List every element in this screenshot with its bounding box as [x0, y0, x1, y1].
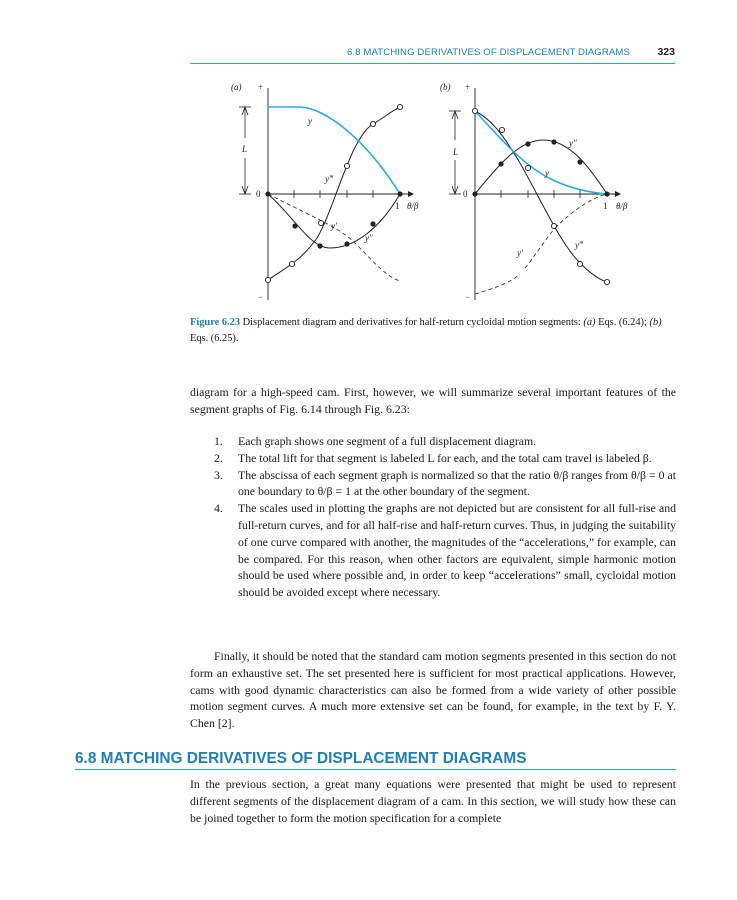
panel-b-curve-y1	[475, 194, 607, 294]
panel-b	[440, 82, 628, 302]
panel-b-label-y2: y″	[569, 138, 577, 148]
list-item	[190, 500, 676, 601]
list-item-text: The abscissa of each segment graph is normalized so that the ratio θ/β ranges from θ/β = 0 at one boundary to θ/β = 1 at the other boundary of the segment.	[238, 467, 676, 499]
panel-b-curve-y	[475, 111, 607, 194]
panel-a-plus: +	[258, 82, 264, 92]
panel-a-one: 1	[395, 201, 400, 211]
running-header	[190, 47, 675, 64]
panel-a-label-y: y	[308, 116, 312, 126]
panel-a-curve-y3	[268, 107, 400, 280]
panel-b-curve-y2	[475, 140, 607, 194]
caption-part-b: (b)	[649, 317, 662, 328]
panel-b-plus: +	[465, 82, 471, 92]
caption-text: Displacement diagram and derivatives for half-return cycloidal motion segments:	[240, 317, 584, 328]
panel-b-label-y: y	[545, 168, 549, 178]
list-item-number: 1.	[214, 434, 223, 448]
list-item-number: 4.	[214, 501, 223, 516]
panel-a-tag: (a)	[231, 82, 242, 92]
section-heading: 6.8 MATCHING DERIVATIVES OF DISPLACEMENT DIAGRAMS	[75, 749, 676, 770]
page-number: 323	[657, 46, 675, 58]
list-item-text: Each graph shows one segment of a full displacement diagram.	[238, 434, 537, 448]
panel-b-one: 1	[603, 201, 608, 211]
panel-b-minus: −	[465, 292, 471, 302]
caption-part-a: (a)	[583, 317, 596, 328]
panel-a-abscissa: θ/β	[407, 201, 419, 211]
caption-eq-a: Eqs. (6.24);	[595, 317, 650, 328]
list-item-number: 2.	[214, 450, 223, 465]
figure-6-23	[225, 78, 645, 308]
panel-a-label-y1: y′	[331, 221, 337, 231]
panel-a-L-label: L	[242, 144, 248, 154]
list-item-text: The scales used in plotting the graphs are not depicted but are consistent for all full-rise and full-return curves, and for all half-rise and half-return curves. Thus, in judging the suitability of one curve compared with another, the magnitudes of the “accelerations,” for example, can be compared. For this reason, when other factors are equivalent, simple harmonic motion should be used where possible and, in order to keep “accelerations” small, cycloidal motion should be avoided except where necessary.	[238, 501, 676, 600]
paragraph-intro: diagram for a high-speed cam. First, however, we will summarize several important features of the segment graphs of Fig. 6.14 through Fig. 6.23:	[190, 385, 676, 416]
panel-a-zero: 0	[256, 189, 261, 199]
caption-eq-b: Eqs. (6.25).	[190, 333, 239, 344]
panel-b-curve-y3	[475, 111, 607, 282]
panel-b-L-label: L	[453, 147, 459, 157]
panel-a-curve-y2	[268, 194, 400, 281]
figure-caption	[190, 315, 678, 347]
feature-list	[190, 433, 676, 601]
panel-b-label-y1: y′	[517, 248, 523, 258]
panel-a-label-y3: y‴	[325, 174, 333, 184]
caption-label: Figure 6.23	[190, 317, 241, 328]
panel-a-x-arrow	[408, 191, 414, 197]
panel-b-abscissa: θ/β	[616, 201, 628, 211]
list-item	[190, 450, 676, 467]
panel-b-label-y3: y‴	[575, 240, 583, 250]
running-title: 6.8 MATCHING DERIVATIVES OF DISPLACEMENT DIAGRAMS	[347, 47, 630, 58]
panel-a-label-y2: y″	[365, 233, 373, 243]
panel-a-open-markers	[265, 104, 402, 282]
panel-a	[231, 82, 419, 302]
panel-b-open-markers	[472, 108, 609, 284]
paragraph-section-intro: In the previous section, a great many equations were presented that might be used to represent different segments of the displacement diagram of a cam. In this section, we will study how these can be joined together to form the motion specification for a complete	[190, 777, 676, 825]
list-item-text: The total lift for that segment is labeled L for each, and the total cam travel is labeled β.	[238, 450, 652, 465]
list-item	[190, 433, 676, 450]
panel-b-x-arrow	[615, 191, 621, 197]
panel-a-minus: −	[258, 292, 264, 302]
panel-b-tag: (b)	[440, 82, 451, 92]
list-item	[190, 467, 676, 501]
panel-b-zero: 0	[463, 189, 468, 199]
paragraph-finally: Finally, it should be noted that the standard cam motion segments presented in this section do not form an exhaustive set. The set presented here is sufficient for most practical applications. However, cams with good dynamic characteristics can also be formed from a wide variety of other possible motion segment curves. A much more extensive set can be found, for example, in the text by F. Y. Chen [2].	[190, 649, 676, 731]
list-item-number: 3.	[214, 467, 223, 482]
